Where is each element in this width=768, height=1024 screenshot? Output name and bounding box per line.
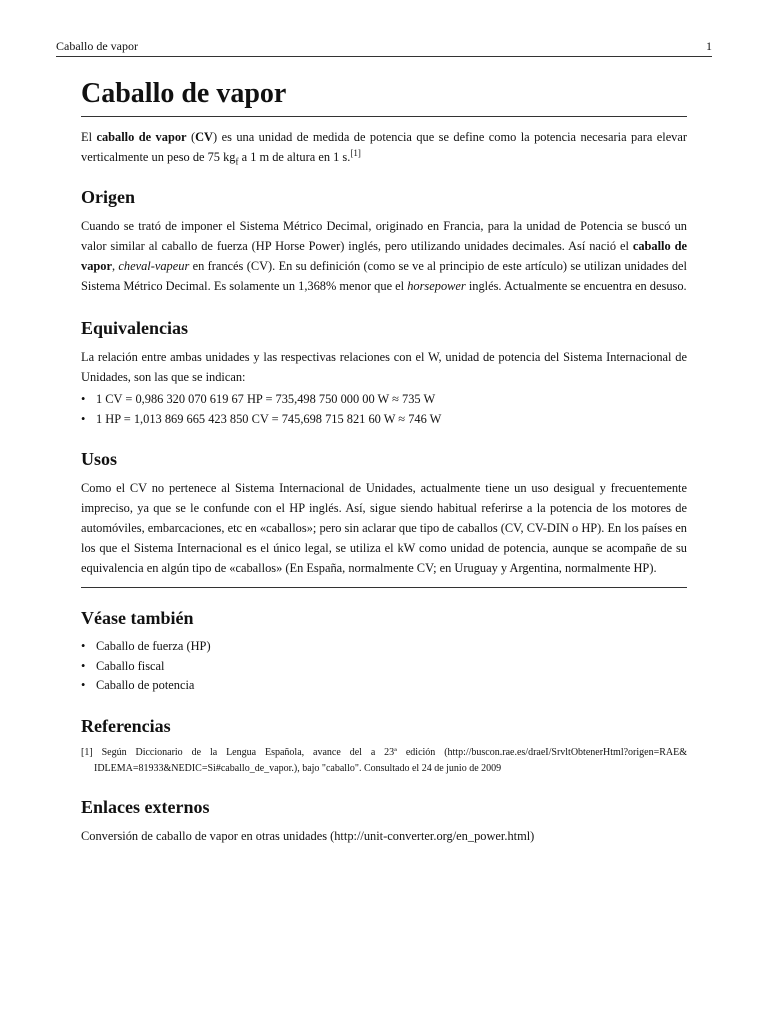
see-also-list bbox=[81, 637, 687, 696]
page-title: Caballo de vapor bbox=[81, 76, 687, 117]
origen-italic: cheval-vapeur bbox=[118, 259, 190, 273]
heading-usos: Usos bbox=[81, 449, 118, 469]
see-also-link-caballo-de-potencia[interactable]: • Caballo de potencia bbox=[81, 676, 687, 696]
heading-referencias: Referencias bbox=[81, 715, 171, 736]
heading-origen: Origen bbox=[81, 187, 135, 207]
running-title: Caballo de vapor bbox=[56, 39, 138, 53]
running-header bbox=[56, 38, 712, 57]
list-item: • 1 CV = 0,986 320 070 619 67 HP = 735,498 750 000 00 W ≈ 735 W bbox=[81, 390, 687, 410]
intro-text-3: ) es una unidad de medida de potencia que se define como la potencia necesaria para elevar verticalmente un peso de 75 kg bbox=[81, 130, 688, 164]
equivalencias-list bbox=[81, 390, 687, 429]
section-divider bbox=[81, 587, 687, 588]
intro-bold-abbr: CV bbox=[195, 130, 214, 144]
intro-bold-term: caballo de vapor bbox=[96, 130, 187, 144]
origen-italic-2: horsepower bbox=[407, 279, 466, 293]
intro-text-4: a 1 m de altura en 1 s. bbox=[238, 150, 351, 164]
origen-text-3: en francés (CV). En su definición (como se ve al principio de este artículo) se utilizan unidades del Sistema Métrico Decimal. Es solamente un 1,368% menor que el bbox=[81, 259, 687, 293]
intro-text-2: ( bbox=[186, 130, 196, 144]
page-number: 1 bbox=[706, 39, 712, 53]
intro-paragraph bbox=[81, 127, 687, 167]
usos-paragraph: Como el CV no pertenece al Sistema Internacional de Unidades, actualmente tiene un uso desigual y frecuentemente impreciso, ya que se le confunde con el HP inglés. Así, sigue siendo habitual referirse a la potencia de los motores de automóviles, embarcaciones, etc en «caballos»; pero sin aclarar que tipo de caballos (CV, CV-DIN o HP). En los países en los que el Sistema Internacional es el único legal, se utiliza el kW como unidad de potencia, aunque se acompañe de su equivalencia en algún tipo de «caballos» (En España, normalmente CV; en Uruguay y Argentina, normalmente HP). bbox=[81, 481, 687, 575]
heading-equivalencias: Equivalencias bbox=[81, 318, 189, 338]
origen-text-4: inglés. Actualmente se encuentra en desuso. bbox=[465, 279, 687, 293]
list-item: • 1 HP = 1,013 869 665 423 850 CV = 745,698 715 821 60 W ≈ 746 W bbox=[81, 410, 687, 430]
origen-bold: caballo de vapor bbox=[81, 239, 687, 273]
origen-paragraph bbox=[81, 216, 687, 296]
intro-subscript: f bbox=[235, 156, 239, 167]
heading-enlaces-externos: Enlaces externos bbox=[81, 796, 210, 817]
origen-text-2: , bbox=[111, 259, 119, 273]
origen-text-1: Cuando se trató de imponer el Sistema Métrico Decimal, originado en Francia, para la unidad de Potencia se buscó un valor similar al caballo de fuerza (HP Horse Power) inglés, pero utilizando unidades decimales. Así nació el bbox=[81, 219, 687, 253]
see-also-link-caballo-de-fuerza[interactable]: • Caballo de fuerza (HP) bbox=[81, 637, 687, 657]
see-also-link-caballo-fiscal[interactable]: • Caballo fiscal bbox=[81, 657, 687, 677]
reference-item[interactable]: [1] Según Diccionario de la Lengua Española, avance del a 23ª edición (http://buscon.rae.es/draeI/SrvltObtenerHtml?origen=RAE& IDLEMA=81933&NEDIC=Si#caballo_de_vapor.), bajo "caballo". Consultado el 24 de junio de 2009 bbox=[81, 746, 687, 774]
equivalencias-paragraph: La relación entre ambas unidades y las respectivas relaciones con el W, unidad de potencia del Sistema Internacional de Unidades, son las que se indican: bbox=[81, 350, 687, 384]
heading-vease-tambien: Véase también bbox=[81, 608, 194, 628]
intro-text-1: El bbox=[81, 130, 97, 144]
article-body bbox=[81, 76, 687, 846]
reference-marker-1[interactable]: [1] bbox=[350, 147, 361, 158]
external-link[interactable]: Conversión de caballo de vapor en otras unidades (http://unit-converter.org/en_power.html) bbox=[81, 828, 535, 843]
